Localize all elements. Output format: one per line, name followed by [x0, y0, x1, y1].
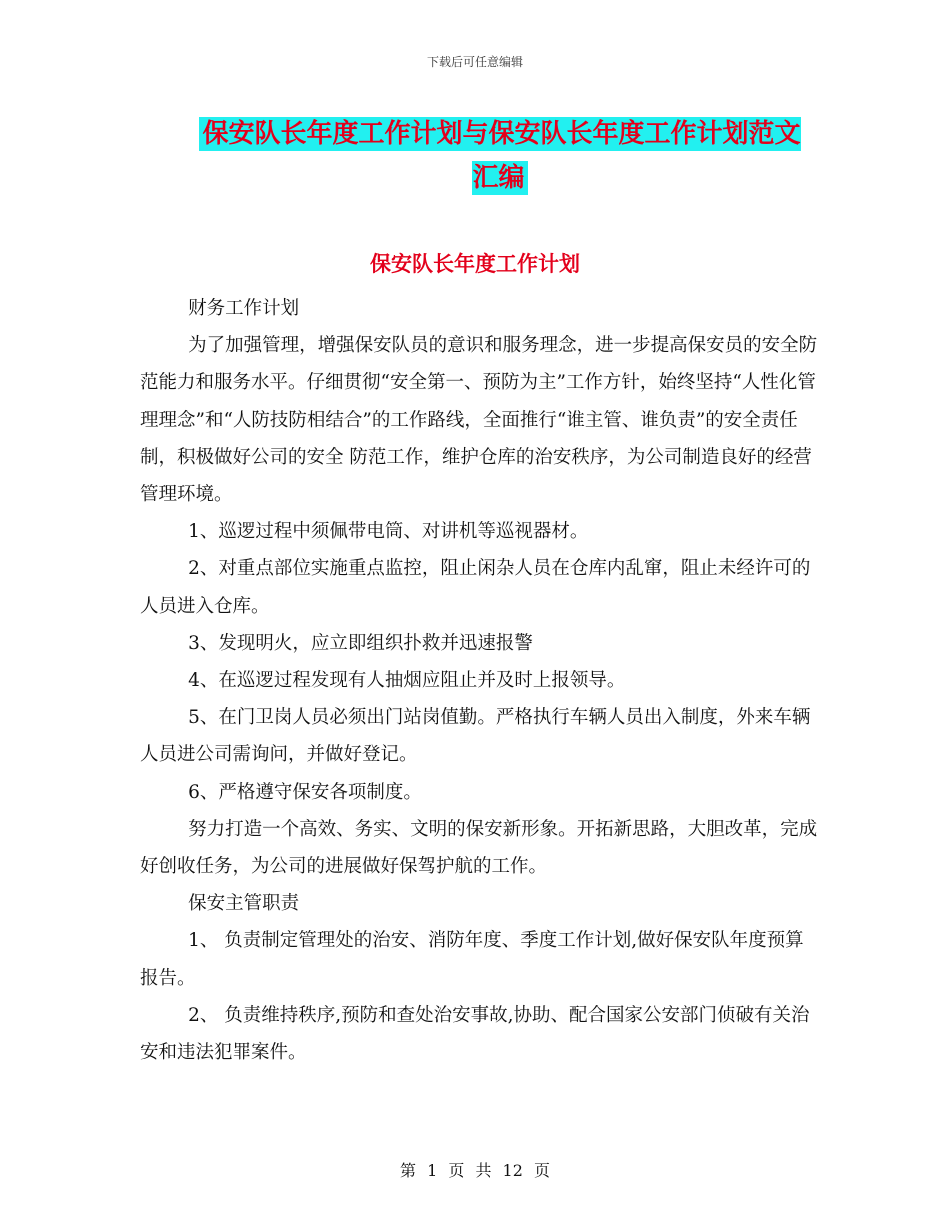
paragraph: 1、 负责制定管理处的治安、消防年度、季度工作计划,做好保安队年度预算报告。 [140, 930, 804, 989]
page-header-note: 下载后可任意编辑 [426, 55, 523, 69]
document-title-text: 保安队长年度工作计划与保安队长年度工作计划范文汇编 [199, 117, 800, 195]
paragraph: 4、在巡逻过程发现有人抽烟应阻止并及时上报领导。 [188, 670, 626, 692]
section-title: 保安队长年度工作计划 [370, 252, 580, 276]
paragraph: 6、严格遵守保安各项制度。 [188, 781, 422, 803]
paragraph: 保安主管职责 [188, 893, 300, 915]
paragraph: 5、在门卫岗人员必须出门站岗值勤。严格执行车辆人员出入制度，外来车辆人员进公司需询问，并做好登记。 [140, 707, 811, 766]
paragraph: 2、 负责维持秩序,预防和查处治安事故,协助、配合国家公安部门侦破有关治安和违法犯罪案件。 [140, 1004, 810, 1064]
paragraph: 财务工作计划 [188, 298, 300, 319]
page-number: 第 1 页 共 12 页 [400, 1161, 550, 1180]
paragraph: 3、发现明火，应立即组织扑救并迅速报警 [188, 632, 533, 654]
paragraph: 1、巡逻过程中须佩带电筒、对讲机等巡视器材。 [188, 521, 589, 543]
paragraph: 为了加强管理，增强保安队员的意识和服务理念，进一步提高保安员的安全防范能力和服务水平。仔细贯彻“安全第一、预防为主”工作方针，始终坚持“人性化管理理念”和“人防技防相结合”的工作路线，全面推行“谁主管、谁负责”的安全责任制，积极做好公司的安全 防范工作，维护仓库的治安秩序，为公司制造良好的经营管理环境。 [140, 335, 818, 506]
paragraph: 2、对重点部位实施重点监控，阻止闲杂人员在仓库内乱窜，阻止未经许可的人员进入仓库。 [140, 558, 811, 617]
document-body [140, 290, 820, 1071]
paragraph: 努力打造一个高效、务实、文明的保安新形象。开拓新思路，大胆改革，完成好创收任务，为公司的进展做好保驾护航的工作。 [140, 818, 818, 878]
document-title [190, 112, 810, 200]
